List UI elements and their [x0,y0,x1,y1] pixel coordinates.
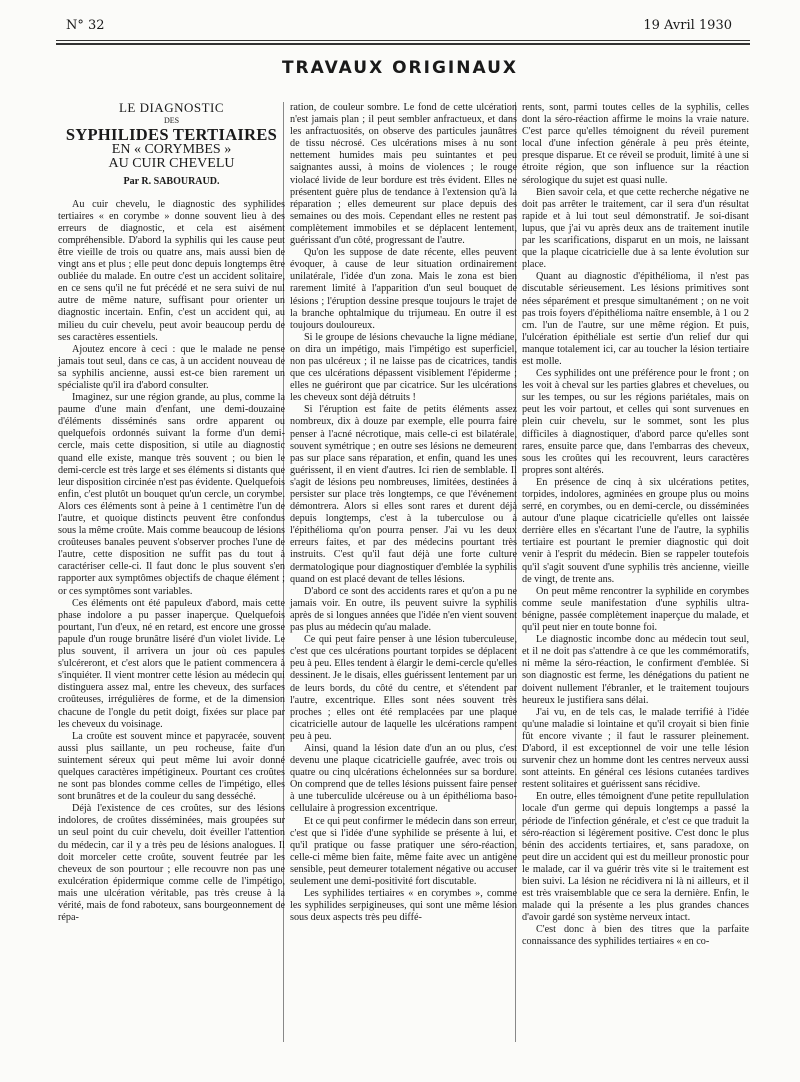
paragraph: En outre, elles témoignent d'une petite repullulation locale d'un germe qui depuis longtemps a passé la période de l'infection générale, et c'est ce que traduit la séro-réaction si légèrement positive. C'est donc le plus bénin des accidents tertiaires, et, sans paradoxe, on peut dire un accident qui est du meilleur pronostic pour le malade, car il va guérir très vite si le traitement est bien suivi. La lésion ne récidivera ni là ni ailleurs, et il est très vraisemblable que ce sera la dernière. Enfin, le malade qui la présente a les plus grandes chances d'avoir gardé son système nerveux intact. [522,791,749,924]
paragraph: Ce qui peut faire penser à une lésion tuberculeuse, c'est que ces ulcérations pourtant torpides se déplacent peu à peu. Elles tendent à élargir le demi-cercle qu'elles dessinent. Je le disais, elles guérissent lentement par un de leurs bords, du côté du centre, et s'étendent par l'autre, excentrique. Elles sont nées souvent très proches ; elles ont été remplacées par une plaque cicatricielle autour de laquelle les ulcérations rampent peu à peu. [290,634,517,742]
paragraph: J'ai vu, en de tels cas, le malade terrifié à l'idée qu'une maladie si lointaine et qu'il croyait si bien finie fût encore vivante ; il faut le rassurer pleinement. D'abord, il est exceptionnel de voir une telle lésion survenir chez un homme dont les centres nerveux aussi sont atteints. En général ces lésions cutanées tardives restent solitaires et guérissent sans récidive. [522,706,749,791]
paragraph: Ainsi, quand la lésion date d'un an ou plus, c'est devenu une plaque cicatricielle gaufrée, avec trois ou quatre ou cinq ulcérations échelonnées sur sa bordure. On comprend que de telles lésions puissent faire penser à une tuberculide ulcéreuse ou à un épithélioma baso-cellulaire à progression excentrique. [290,742,517,815]
header-rule [56,40,750,41]
title-line: LE DIAGNOSTIC [118,100,225,115]
title-line: AU CUIR CHEVELU [108,156,235,172]
paragraph: Bien savoir cela, et que cette recherche négative ne doit pas arrêter le traitement, car il sera d'un résultat rapide et à lui tout seul démonstratif. Je soi-disant lupus, que j'ai vu après deux ans de traitement inutile par les scarifications, disparut en un mois, ne laissant que la plaque cicatricielle due à sa lente évolution sur place. [522,186,749,271]
column-2 [290,102,517,924]
title-line: DES [163,116,180,126]
paragraph: Ajoutez encore à ceci : que le malade ne pense jamais tout seul, dans ce cas, à un accident nouveau de sa syphilis ancienne, aussi est-ce bien rarement un spécialiste qu'il ira d'abord consulter. [58,343,285,391]
header-rule-thick [56,43,750,45]
paragraph: Quant au diagnostic d'épithélioma, il n'est pas discutable sérieusement. Les lésions primitives sont nées séparément et presque simultanément ; on ne voit pas trois foyers d'épithélioma naître ensemble, à 1 ou 2 cm. l'un de l'autre, sur une même région. Et puis, l'ulcération épithéliale est sertie d'un relief dur qui manque totalement ici, car au toucher la lésion tertiaire est molle. [522,271,749,367]
paragraph: D'abord ce sont des accidents rares et qu'on a pu ne jamais voir. En outre, ils peuvent suivre la syphilis après de si longues années que l'idée n'en vient souvent pas plus au médecin qu'au malade. [290,585,517,634]
section-title: TRAVAUX ORIGINAUX [281,58,519,78]
paragraph: Si le groupe de lésions chevauche la ligne médiane, on dira un impétigo, mais l'impétigo est superficiel, non pas ulcéreux ; il ne laisse pas de cicatrices, tandis que ces ulcérations dépassent visiblement l'épiderme ; elles ne guériront que par cicatrice. Sur les ulcérations les cheveux sont déjà détruits ! [290,331,517,404]
paragraph: Si l'éruption est faite de petits éléments assez nombreux, dix à douze par exemple, elle pourra faire penser à l'acné nécrotique, mais celle-ci est bilatérale, souvent symétrique ; en outre ses lésions ne demeurent pas sur place sans réparation, et enfin, quand les unes guérissent, il en vient d'autres. Ici rien de semblable. Il s'agit de lésions peu nombreuses, limitées, destinées à persister sur place très longtemps, ce que l'événement démontrera. Alors si elles sont rares et durent déjà depuis longtemps, c'est à la tuberculose ou à l'épithélioma qu'on pourra penser. J'ai vu les deux erreurs faites, et par des médecins pourtant très instruits. C'est qu'il faut déjà une forte culture dermatologique pour diagnostiquer d'emblée la syphilis quand on est placé devant de telles lésions. [290,404,517,585]
paragraph: Qu'on les suppose de date récente, elles peuvent évoquer, à cause de leur situation ordinairement unilatérale, l'idée d'un zona. Mais le zona est bien rarement limité à l'apparition d'un seul bouquet de lésions ; l'éruption dessine presque toujours le trajet de la branche ophtalmique du trijumeau. En outre il est toujours douloureux. [290,247,517,331]
paragraph: Et ce qui peut confirmer le médecin dans son erreur, c'est que si l'idée d'une syphilide se présente à lui, et qu'il pratique ou fasse pratiquer une séro-réaction, celle-ci même bien faite, même faite avec un antigène sensible, peut demeurer totalement négative ou accuser seulement une demi-positivité fort discutable. [290,815,517,887]
article-title: SYPHILIDES TERTIAIRES [65,125,278,145]
paragraph: rents, sont, parmi toutes celles de la syphilis, celles dont la séro-réaction affirme le moins la vraie nature. C'est parce qu'elles témoignent du réveil purement local d'une infection générale à peu près éteinte, presque disparue. Et ce réveil se produit, limité à une si étroite région, que son influence sur la réaction sérologique du sujet est quasi nulle. [522,102,749,186]
article-title-block [58,102,285,189]
paragraph: Au cuir chevelu, le diagnostic des syphilides tertiaires « en corymbe » donne souvent lieu à des erreurs de diagnostic, et cela est aisément compréhensible. D'abord la syphilis qui les cause peut être vieille de trois ou quatre ans, mais aussi bien de vingt ans et plus ; elle peut donc depuis longtemps être oubliée du malade. En outre c'est un accident solitaire, en ce sens qu'il ne fut précédé et ne sera suivi de nul autre de même nature, suffisant pour orienter un diagnostic incertain. Enfin, c'est un accident qui, au milieu du cuir chevelu, peut avoir beaucoup perdu de ses caractères essentiels. [58,198,285,343]
paragraph: En présence de cinq à six ulcérations petites, torpides, indolores, agminées en groupe plus ou moins serré, en corymbes, ou en demi-cercle, ou disséminées autour d'une plaque cicatricielle qu'elles ont laissée derrière elles en s'écartant l'une de l'autre, la syphilis tertiaire est pourtant le premier diagnostic qui doit venir à l'esprit du médecin. Bien se rappeler toutefois qu'il s'agit souvent d'une syphilis très ancienne, vieille de vingt, de trente ans. [522,476,749,585]
issue-date: 19 Avril 1930 [643,18,732,33]
paragraph: C'est donc à bien des titres que la parfaite connaissance des syphilides tertiaires « en co- [522,924,749,948]
paragraph: La croûte est souvent mince et papyracée, souvent aussi plus saillante, un peu rocheuse, faite d'un suintement séreux qui peut même lui avoir donné quelques caractères impétigineux. Pourtant ces croûtes ne sont pas blondes comme celles de l'impétigo, elles sont brunâtres et de la couleur du sang desséché. [58,730,285,803]
paragraph: Imaginez, sur une région grande, au plus, comme la paume d'une main d'enfant, une demi-douzaine d'éléments disséminés sans ordre apparent ou quelquefois ordonnés suivant la forme d'un demi-cercle, mais cette disposition, si utile au diagnostic quand elle existe, manque très souvent ; ou bien le demi-cercle est très large et ses éléments si distants que leur disposition circinée n'est pas évidente. Quelquefois enfin, c'est plutôt un bouquet qu'un cercle, un corymbe. Alors ces éléments sont à peine à 1 centimètre l'un de l'autre, et quoique distincts peuvent être confondus sous la même croûte. Mais comme beaucoup de lésions croûteuses banales peuvent s'observer proches l'une de l'autre, cette disposition ne suffit pas du tout à caractériser celle-ci. Il faut donc le plus souvent s'en rapporter aux symptômes objectifs de chaque élément ; or ces symptômes sont variables. [58,392,285,597]
paragraph: Déjà l'existence de ces croûtes, sur des lésions indolores, de croûtes disséminées, mais groupées sur un seul point du cuir chevelu, doit éveiller l'attention du médecin, car il y a très peu de lésions analogues. Il doit morceler cette croûte, souvent feutrée par les cheveux de son pourtour ; elle recouvre non pas une exulcération épidermique comme celle de l'impétigo, mais une ulcération véritable, pas très creuse à la vérité, mais de fond raboteux, sans bourgeonnement de répa- [58,803,285,924]
paragraph: Le diagnostic incombe donc au médecin tout seul, et il ne doit pas s'attendre à ce que les commémoratifs, ni même la séro-réaction, le confirment d'emblée. Si son diagnostic est ferme, les dénégations du patient ne doivent nullement l'ébranler, et le traitement toujours heureux le justifiera sans délai. [522,634,749,706]
issue-number: N° 32 [66,18,105,33]
column-3 [522,102,749,949]
paragraph: Ces éléments ont été papuleux d'abord, mais cette phase indolore a pu passer inaperçue. Quelquefois pourtant, l'un d'eux, né en retard, est encore une grosse papule d'un rouge brunâtre liséré d'un violet livide. Le plus souvent, il arrivera un jour où ces papules s'ulcéreront, et c'est alors que le patient commencera à s'inquiéter. Il vient montrer cette lésion au médecin qui distinguera assez mal, entre les cheveux, des surfaces croûteuses, irrégulières de forme, et de la dimension chacune de l'ongle du petit doigt, fixées sur place par les cheveux du voisinage. [58,597,285,730]
title-line: EN « CORYMBES » [111,142,232,158]
paragraph: Ces syphilides ont une préférence pour le front ; on les voit à cheval sur les parties glabres et chevelues, ou sur les tempes, ou sur les régions pariétales, mais on peut les voir partout, et celles qui sont survenues en plein cuir chevelu, sur le sommet, sont les plus difficiles à diagnostiquer, d'abord parce qu'elles sont rares, ensuite parce que, dans l'embarras des cheveux, sous les croûtes qui les recouvrent, leurs caractères propres sont altérés. [522,368,749,476]
paragraph: Les syphilides tertiaires « en corymbes », comme les syphilides serpigineuses, qui sont une même lésion sous deux aspects très peu diffé- [290,888,517,924]
article-author: Par R. SABOURAUD. [123,176,220,188]
column-1 [58,102,285,924]
paragraph: ration, de couleur sombre. Le fond de cette ulcération n'est jamais plan ; il peut sembler anfractueux, et dans les anfractuosités, on observe des particules jaunâtres de tissu nécrosé. Ces ulcérations mises à nu sont nettement humides mais peu suintantes et peu saignantes aussi, à moins de violences ; le rouge violacé livide de leur bordure est très évident. Elles ne présentent guère plus de tendance à l'extension qu'à la réparation ; elles demeurent sur place depuis des semaines ou des mois. Cependant elles ne restent pas complètement immobiles et se déplacent lentement, guérissant d'un côté, progressant de l'autre. [290,102,517,247]
paragraph: On peut même rencontrer la syphilide en corymbes comme seule manifestation d'une syphilis ultra-bénigne, passée complètement inaperçue du malade, et qu'il peut nier en toute bonne foi. [522,585,749,634]
